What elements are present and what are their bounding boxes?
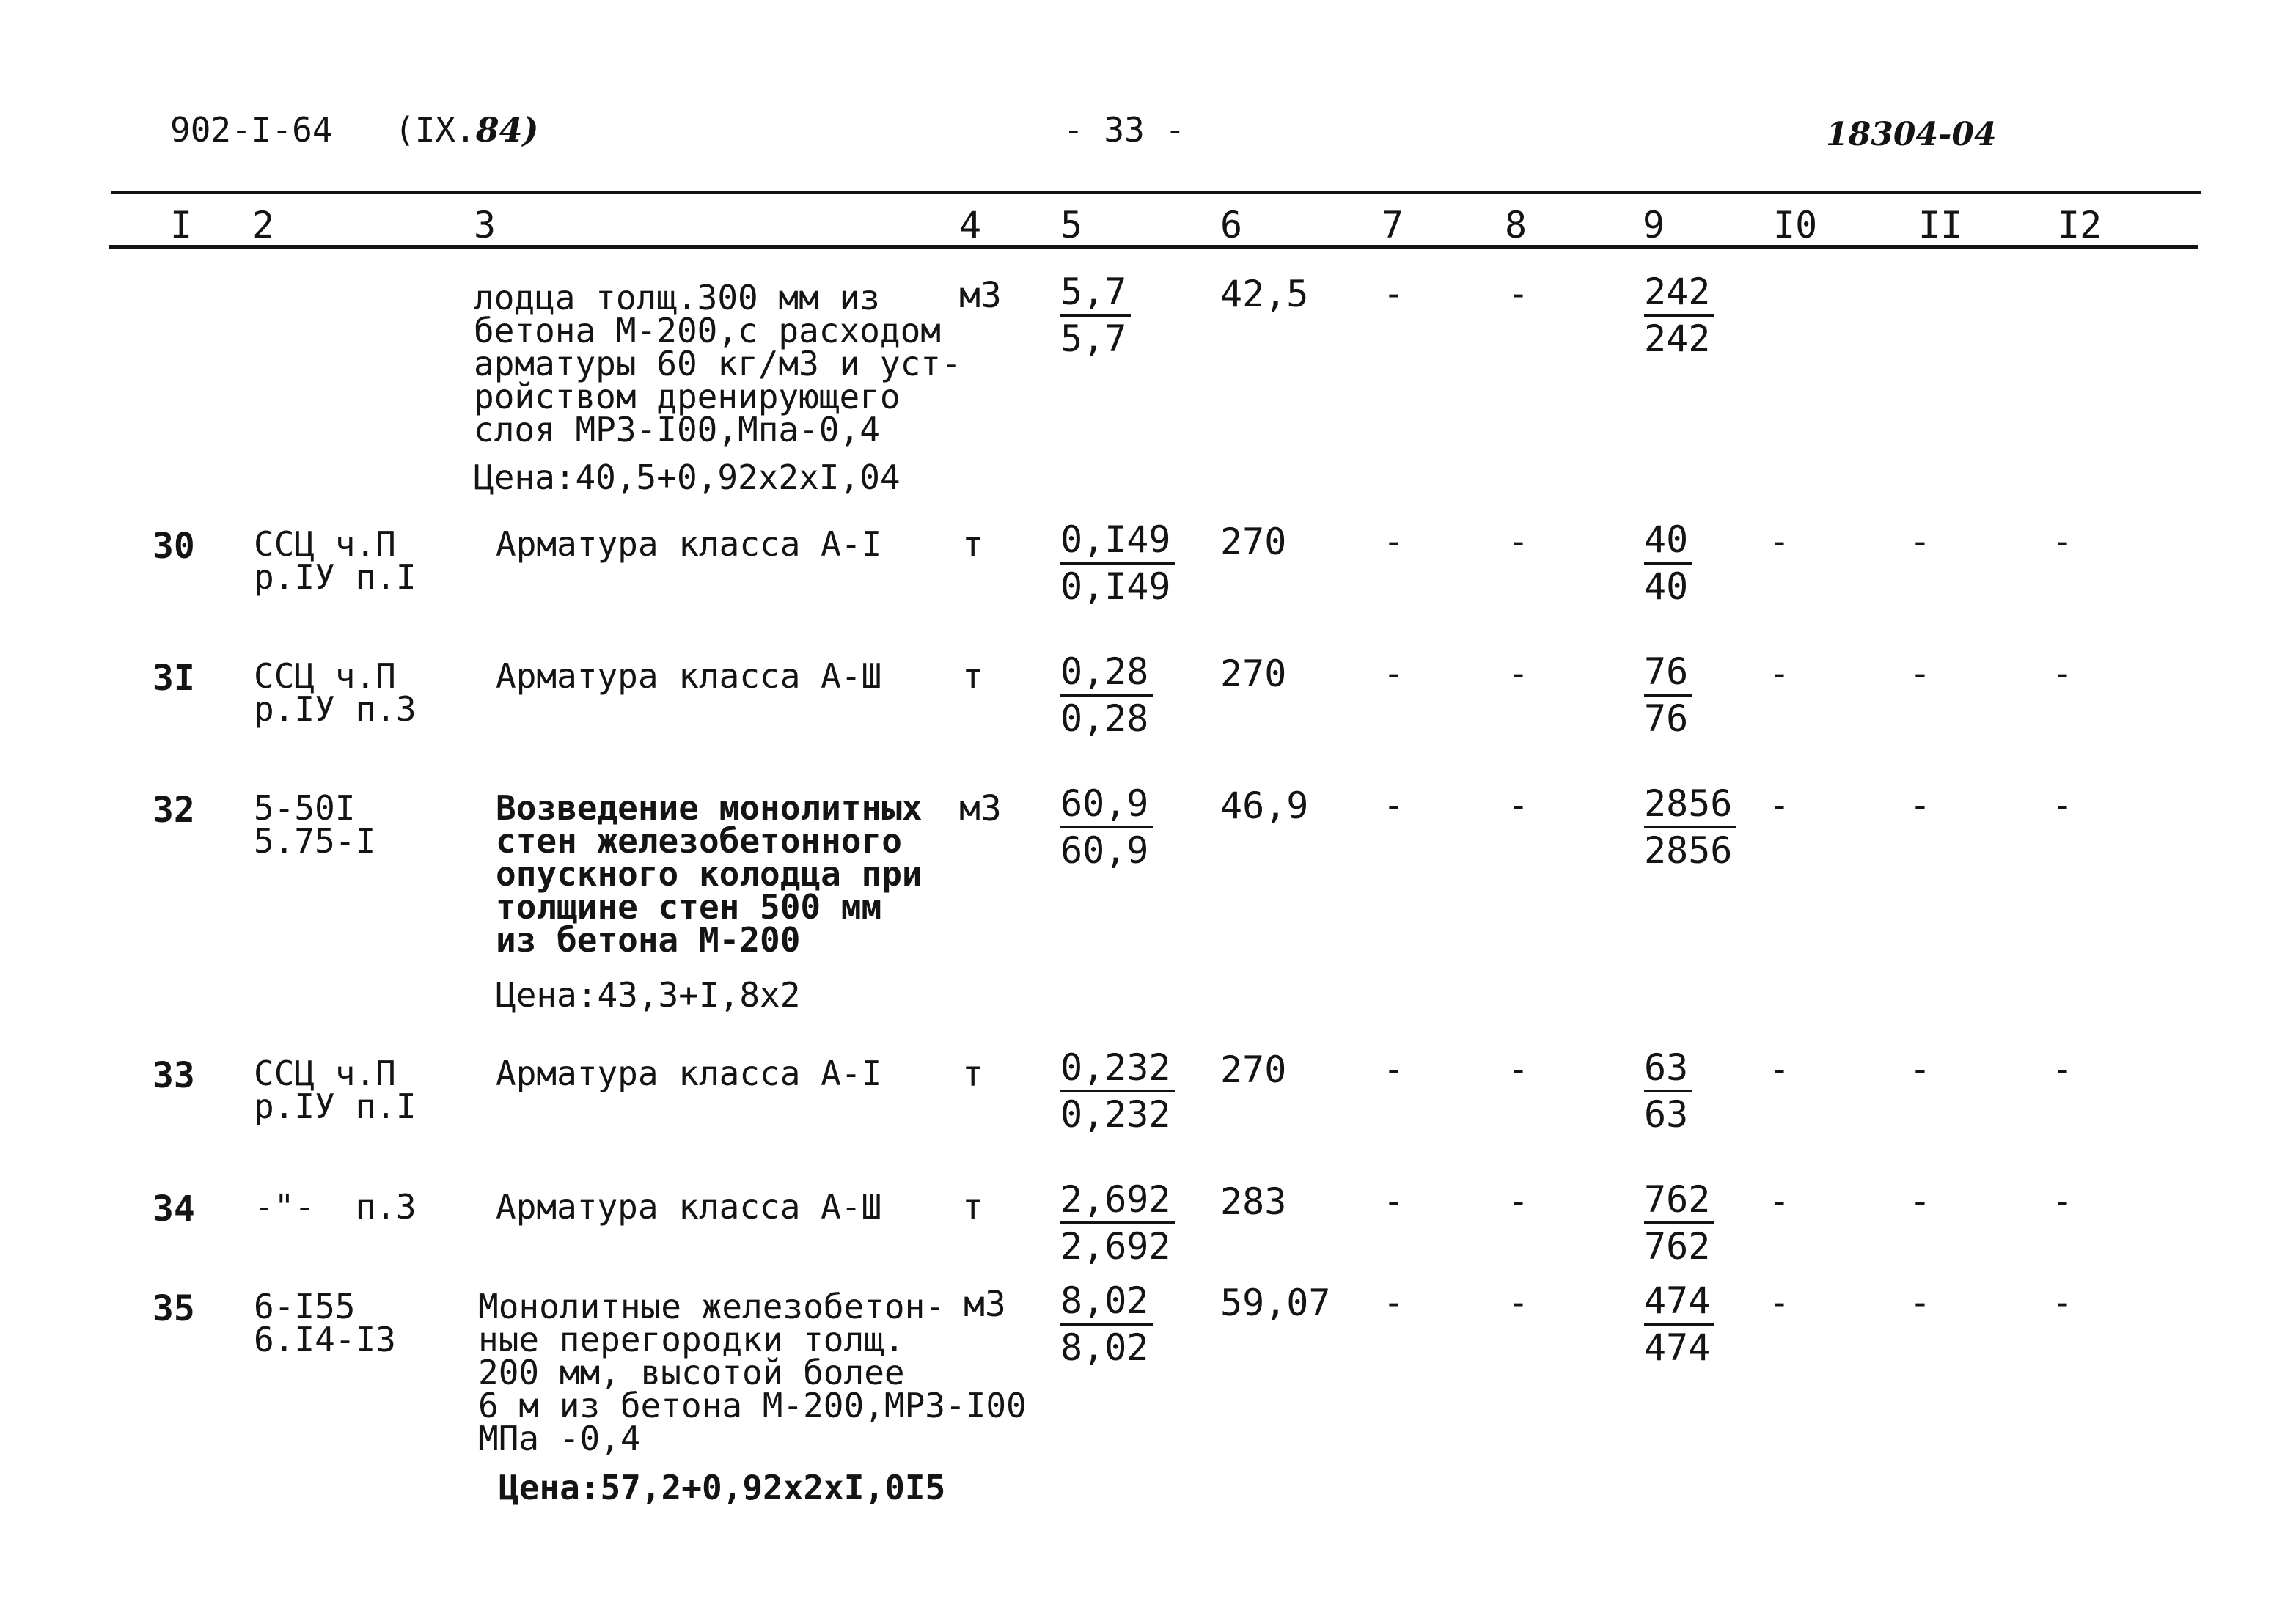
row-33-unit: т <box>962 1054 983 1095</box>
row-31-col11: - <box>1910 653 1931 694</box>
col-2: 2 <box>252 204 275 246</box>
row-30-ref: ССЦ ч.П р.IУ п.I <box>254 524 417 597</box>
cost-denominator: 63 <box>1644 1093 1689 1136</box>
col-8: 8 <box>1505 204 1527 246</box>
row-33-col10: - <box>1769 1049 1790 1090</box>
row-32-col11: - <box>1910 785 1931 826</box>
quantity-numerator: 2,692 <box>1060 1177 1175 1224</box>
quantity-denominator: 2,692 <box>1060 1225 1171 1268</box>
quantity-numerator: 0,28 <box>1060 650 1153 697</box>
row-30-cost <box>1644 518 1692 609</box>
row-35-col8: - <box>1508 1282 1529 1323</box>
row-32-price: Цена:43,3+I,8х2 <box>496 975 801 1015</box>
col-5: 5 <box>1060 204 1083 246</box>
cost-numerator: 76 <box>1644 650 1692 697</box>
doc-code: 902-I-64 <box>170 110 333 150</box>
row-32-col10: - <box>1769 785 1790 826</box>
row-31-unit-price: 270 <box>1220 653 1287 695</box>
continued-price: Цена:40,5+0,92х2хI,04 <box>474 458 901 497</box>
row-32-unit: м3 <box>959 788 1002 829</box>
row-33-number: 33 <box>153 1055 195 1096</box>
row-35-quantity <box>1060 1279 1153 1370</box>
col-1: I <box>170 204 193 246</box>
quantity-numerator: 0,232 <box>1060 1046 1175 1092</box>
quantity-numerator: 0,I49 <box>1060 518 1175 565</box>
cost-numerator: 2856 <box>1644 782 1736 828</box>
cost-numerator: 40 <box>1644 518 1692 565</box>
row-35-col11: - <box>1910 1282 1931 1323</box>
row-31-col10: - <box>1769 653 1790 694</box>
row-32-unit-price: 46,9 <box>1220 785 1309 827</box>
row-30-col11: - <box>1910 521 1931 562</box>
cost-numerator: 474 <box>1644 1279 1714 1326</box>
row-33-unit-price: 270 <box>1220 1048 1287 1091</box>
row-35-col12: - <box>2052 1282 2073 1323</box>
row-34-col7: - <box>1383 1181 1404 1222</box>
row-34-desc: Арматура класса А-Ш <box>496 1187 882 1227</box>
row-32-col7: - <box>1383 785 1404 826</box>
col-3: 3 <box>474 204 496 246</box>
row-34-col12: - <box>2052 1181 2073 1222</box>
row-35-col7: - <box>1383 1282 1404 1323</box>
row-32-cost <box>1644 782 1736 872</box>
row-33-col12: - <box>2052 1049 2073 1090</box>
row-34-unit-price: 283 <box>1220 1180 1287 1223</box>
row-34-number: 34 <box>153 1188 195 1230</box>
cost-denominator: 242 <box>1644 317 1711 360</box>
row-30-col12: - <box>2052 521 2073 562</box>
row-35-unit: м3 <box>964 1284 1006 1325</box>
row-32-col12: - <box>2052 785 2073 826</box>
quantity-numerator: 8,02 <box>1060 1279 1153 1326</box>
cost-denominator: 2856 <box>1644 829 1733 872</box>
row-31-cost <box>1644 650 1692 741</box>
row-35-cost <box>1644 1279 1714 1370</box>
cost-denominator: 40 <box>1644 565 1689 608</box>
row-32-desc: Возведение монолитных стен железобетонного опускного колодца при толщине стен 500 мм из бетона М-200 <box>496 788 923 960</box>
row-31-col8: - <box>1508 653 1529 694</box>
row-33-quantity <box>1060 1046 1175 1136</box>
row-30-desc: Арматура класса А-I <box>496 524 882 564</box>
row-31-quantity <box>1060 650 1153 741</box>
col-7: 7 <box>1382 204 1404 246</box>
row-32-number: 32 <box>153 790 195 831</box>
quantity-numerator: 60,9 <box>1060 782 1153 828</box>
quantity-denominator: 8,02 <box>1060 1326 1149 1369</box>
continued-quantity <box>1060 270 1131 361</box>
quantity-denominator: 0,28 <box>1060 697 1149 740</box>
row-33-ref: ССЦ ч.П р.IУ п.I <box>254 1054 417 1126</box>
page-number: - 33 - <box>1063 110 1186 150</box>
continued-col7: - <box>1383 273 1404 315</box>
col-11: II <box>1918 204 1963 246</box>
doc-date-handwritten: 84) <box>475 110 539 150</box>
top-rule <box>111 191 2201 194</box>
row-34-col10: - <box>1769 1181 1790 1222</box>
quantity-numerator: 5,7 <box>1060 270 1131 317</box>
row-31-number: 3I <box>153 658 195 699</box>
row-33-col11: - <box>1910 1049 1931 1090</box>
col-12: I2 <box>2058 204 2102 246</box>
cost-numerator: 242 <box>1644 270 1714 317</box>
continued-unit-price: 42,5 <box>1220 273 1309 315</box>
row-35-col10: - <box>1769 1282 1790 1323</box>
continued-unit: м3 <box>959 275 1002 316</box>
row-30-unit-price: 270 <box>1220 521 1287 563</box>
quantity-denominator: 0,232 <box>1060 1093 1171 1136</box>
row-35-price: Цена:57,2+0,92х2хI,0I5 <box>499 1468 946 1507</box>
quantity-denominator: 0,I49 <box>1060 565 1171 608</box>
row-33-cost <box>1644 1046 1692 1136</box>
row-34-cost <box>1644 1177 1714 1268</box>
cost-denominator: 762 <box>1644 1225 1711 1268</box>
row-30-quantity <box>1060 518 1175 609</box>
cost-denominator: 474 <box>1644 1326 1711 1369</box>
row-34-quantity <box>1060 1177 1175 1268</box>
row-30-unit: т <box>962 524 983 565</box>
row-33-col7: - <box>1383 1049 1404 1090</box>
col-6: 6 <box>1220 204 1243 246</box>
row-31-col7: - <box>1383 653 1404 694</box>
row-31-unit: т <box>962 656 983 697</box>
continued-cost <box>1644 270 1714 361</box>
row-34-col8: - <box>1508 1181 1529 1222</box>
row-35-unit-price: 59,07 <box>1220 1282 1331 1324</box>
quantity-denominator: 60,9 <box>1060 829 1149 872</box>
row-31-col12: - <box>2052 653 2073 694</box>
cost-numerator: 762 <box>1644 1177 1714 1224</box>
row-35-desc: Монолитные железобетон- ные перегородки толщ. 200 мм, высотой более 6 м из бетона М-200,МРЗ-I00 МПа -0,4 <box>478 1287 1027 1458</box>
row-30-col10: - <box>1769 521 1790 562</box>
row-30-number: 30 <box>153 526 195 567</box>
row-33-desc: Арматура класса А-I <box>496 1054 882 1093</box>
row-35-ref: 6-I55 6.I4-I3 <box>254 1287 396 1359</box>
cost-denominator: 76 <box>1644 697 1689 740</box>
row-34-col11: - <box>1910 1181 1931 1222</box>
quantity-denominator: 5,7 <box>1060 317 1127 360</box>
row-34-ref: -"- п.3 <box>254 1187 417 1227</box>
header-rule <box>109 245 2198 249</box>
col-4: 4 <box>959 204 982 246</box>
row-32-quantity <box>1060 782 1153 872</box>
col-10: I0 <box>1773 204 1818 246</box>
row-33-col8: - <box>1508 1049 1529 1090</box>
doc-number: 18304-04 <box>1826 116 1997 153</box>
doc-date <box>395 110 539 150</box>
continued-col8: - <box>1508 273 1529 315</box>
row-32-ref: 5-50I 5.75-I <box>254 788 376 861</box>
col-9: 9 <box>1643 204 1665 246</box>
row-30-col7: - <box>1383 521 1404 562</box>
row-30-col8: - <box>1508 521 1529 562</box>
row-32-col8: - <box>1508 785 1529 826</box>
row-31-ref: ССЦ ч.П р.IУ п.3 <box>254 656 417 729</box>
doc-date-printed: (IX. <box>395 110 476 150</box>
row-34-unit: т <box>962 1187 983 1228</box>
row-31-desc: Арматура класса А-Ш <box>496 656 882 696</box>
continued-desc: лодца толщ.300 мм из бетона М-200,с расходом арматуры 60 кг/м3 и уст- ройством дренирующего слоя МРЗ-I00,Мпа-0,4 <box>474 278 961 449</box>
row-35-number: 35 <box>153 1288 195 1329</box>
cost-numerator: 63 <box>1644 1046 1692 1092</box>
